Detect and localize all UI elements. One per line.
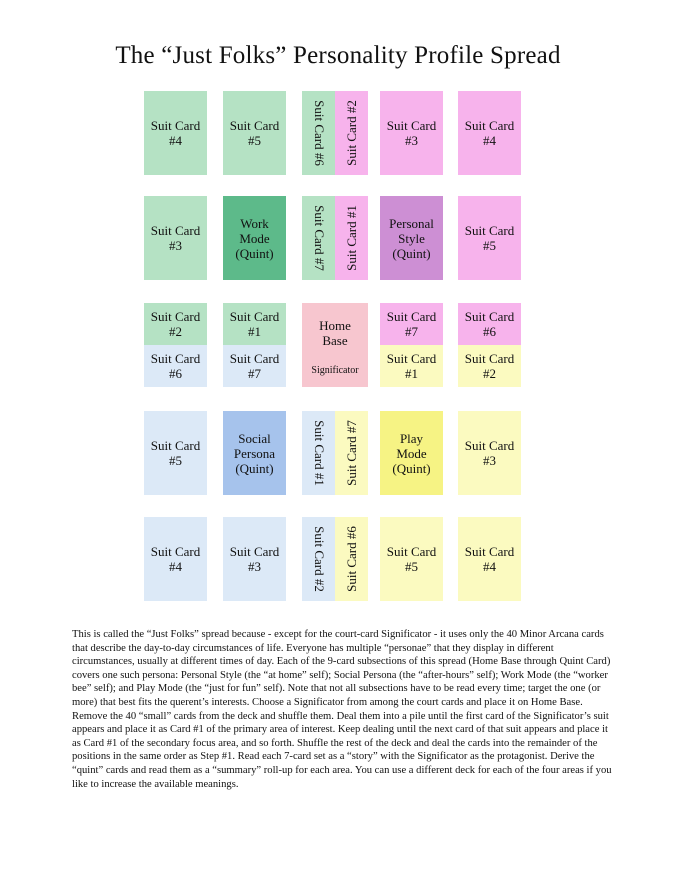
card-label: Suit Card #1 — [386, 351, 437, 381]
card-label: Suit Card #5 — [464, 223, 515, 253]
vertical-card-r4-right — [335, 411, 368, 495]
card-significator — [302, 354, 368, 387]
card-social-persona-quint — [223, 411, 286, 495]
card-label: Suit Card #6 — [343, 526, 359, 592]
card-label: Suit Card #7 — [229, 351, 280, 381]
card-r3-bottom-c5 — [458, 345, 521, 387]
card-play-mode-quint — [380, 411, 443, 495]
card-r3-bottom-c1 — [144, 345, 207, 387]
card-label: Work Mode (Quint) — [235, 215, 274, 261]
card-r5-c2 — [223, 517, 286, 601]
card-r1-c1 — [144, 91, 207, 175]
card-label: Suit Card #2 — [150, 309, 201, 339]
card-label: Significator — [311, 365, 359, 376]
card-home-base — [302, 303, 368, 354]
card-work-mode-quint — [223, 196, 286, 280]
card-r4-c1 — [144, 411, 207, 495]
card-label: Suit Card #5 — [229, 118, 280, 148]
card-label: Suit Card #6 — [311, 100, 327, 166]
vertical-card-r2-right — [335, 196, 368, 280]
instructions-paragraph: This is called the “Just Folks” spread because - except for the court-card Significator - it uses only the 40 Minor Arcana cards that describe the day-to-day circumstances of life. Everyone has multiple “personae” that they display in different circumstances, usually at different times of day. Each of the 9-card subsections of this spread (Home Base through Quint Card) covers one such persona: Personal Style (the “at home” self); Social Persona (the “after-hours” self); Work Mode (the “worker bee” self); and Play Mode (the “just for fun” self). Note that not all subsections have to be read every time; target the one (or more) that best fits the querent’s interests. Choose a Significator from among the court cards and place it on Home Base. Remove the 40 “small” cards from the deck and shuffle them. Deal them into a pile until the first card of the Significator’s suit appears and place it as Card #1 of the primary area of interest. Keep dealing until the next card of that suit appears and place it as Card #1 of the secondary focus area, and so forth. Shuffle the rest of the deck and deal the cards into the remainder of the positions in the same order as Step #1. Read each 7-card set as a “story” with the Significator as the protagonist. Derive the “quint” cards and read them as a “summary” roll-up for each area. You can use a different deck for each of the four areas if you like to increase the available meanings. — [72, 629, 612, 790]
card-label: Suit Card #1 — [311, 420, 327, 486]
card-label: Suit Card #3 — [386, 118, 437, 148]
card-label: Suit Card #7 — [343, 420, 359, 486]
card-label: Play Mode (Quint) — [392, 430, 431, 476]
card-r2-c5 — [458, 196, 521, 280]
card-label: Social Persona (Quint) — [233, 430, 276, 476]
card-label: Suit Card #5 — [150, 438, 201, 468]
page-title: The “Just Folks” Personality Profile Spread — [115, 42, 561, 69]
card-label: Personal Style (Quint) — [389, 215, 434, 261]
card-label: Suit Card #3 — [150, 223, 201, 253]
card-r4-c5 — [458, 411, 521, 495]
card-r3-top-c1 — [144, 303, 207, 345]
card-r3-top-c2 — [223, 303, 286, 345]
card-label: Suit Card #4 — [150, 118, 201, 148]
card-label: Suit Card #4 — [150, 544, 201, 574]
card-label: Suit Card #1 — [229, 309, 280, 339]
vertical-card-r4-left — [302, 411, 335, 495]
card-personal-style-quint — [380, 196, 443, 280]
card-label: Suit Card #6 — [150, 351, 201, 381]
card-r3-top-c4 — [380, 303, 443, 345]
card-r5-c1 — [144, 517, 207, 601]
card-label: Suit Card #5 — [386, 544, 437, 574]
card-r1-c2 — [223, 91, 286, 175]
card-label: Suit Card #2 — [464, 351, 515, 381]
vertical-card-r1-right — [335, 91, 368, 175]
card-r3-top-c5 — [458, 303, 521, 345]
card-r3-bottom-c2 — [223, 345, 286, 387]
card-r5-c5 — [458, 517, 521, 601]
card-label: Suit Card #3 — [229, 544, 280, 574]
card-label: Suit Card #4 — [464, 544, 515, 574]
card-r1-c4 — [380, 91, 443, 175]
vertical-card-r5-right — [335, 517, 368, 601]
card-r1-c5 — [458, 91, 521, 175]
vertical-card-r1-left — [302, 91, 335, 175]
card-label: Suit Card #2 — [343, 100, 359, 166]
card-label: Suit Card #4 — [464, 118, 515, 148]
card-label: Home Base — [319, 317, 351, 348]
card-label: Suit Card #7 — [311, 205, 327, 271]
card-r3-bottom-c4 — [380, 345, 443, 387]
card-label: Suit Card #6 — [464, 309, 515, 339]
card-label: Suit Card #1 — [343, 205, 359, 271]
card-r2-c1 — [144, 196, 207, 280]
card-label: Suit Card #2 — [311, 526, 327, 592]
card-label: Suit Card #3 — [464, 438, 515, 468]
vertical-card-r2-left — [302, 196, 335, 280]
card-label: Suit Card #7 — [386, 309, 437, 339]
vertical-card-r5-left — [302, 517, 335, 601]
card-r5-c4 — [380, 517, 443, 601]
